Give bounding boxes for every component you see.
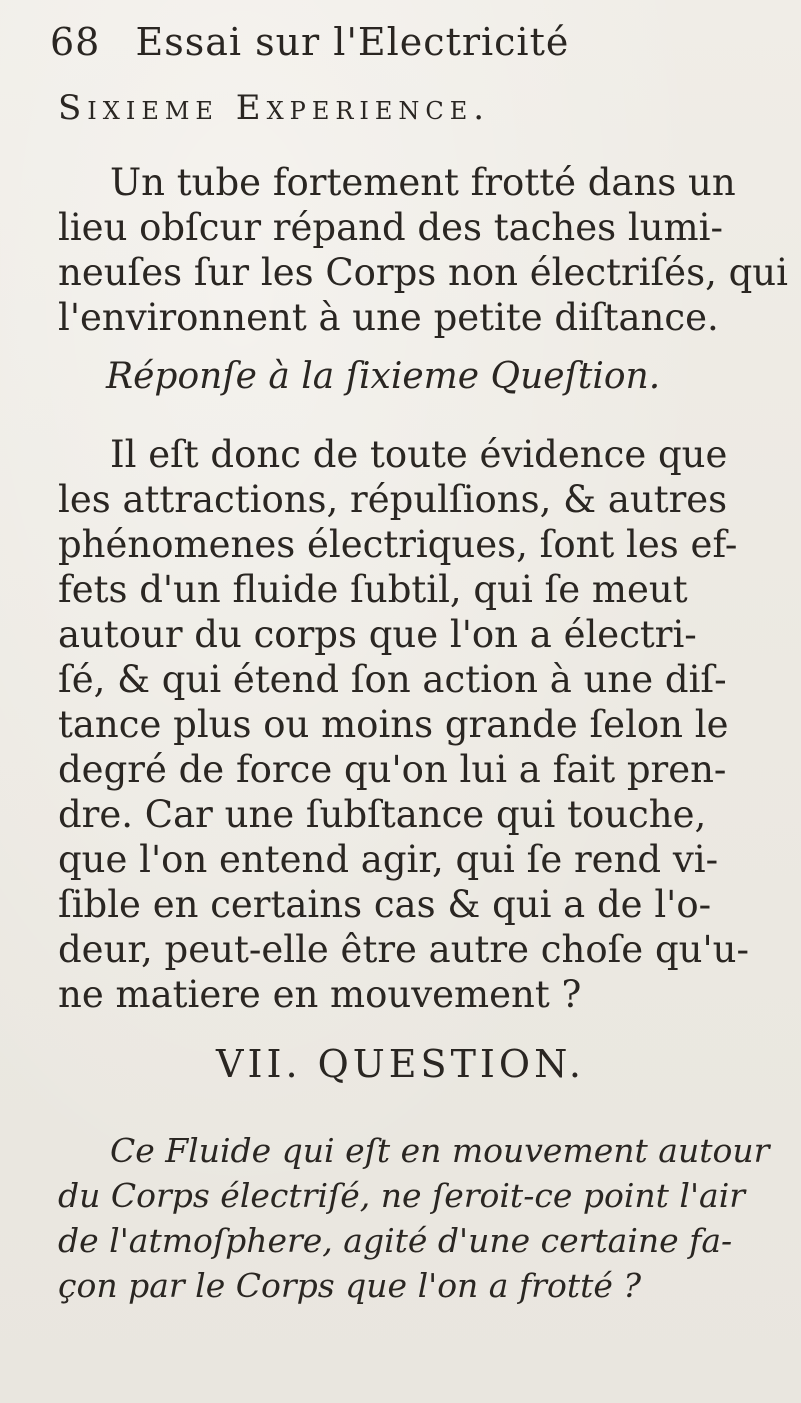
text-line: degré de force qu'on lui a fait pren- <box>58 748 727 791</box>
text-line: neuſes ſur les Corps non électriſés, qui <box>58 251 788 294</box>
question-heading: VII. QUESTION. <box>216 1042 585 1086</box>
text-line: dre. Car une ſubſtance qui touche, <box>58 793 707 836</box>
section-title: Sixieme Experience. <box>58 88 491 128</box>
question-paragraph <box>58 1128 770 1308</box>
text-line: l'environnent à une petite diſtance. <box>58 296 719 339</box>
text-line: lieu obſcur répand des taches lumi- <box>58 206 723 249</box>
running-title: Essai sur l'Electricité <box>135 20 570 64</box>
text-line: du Corps électriſé, ne ſeroit-ce point l'air <box>58 1176 746 1215</box>
text-line: Ce Fluide qui eſt en mouvement autour <box>110 1131 770 1170</box>
text-line: deur, peut-elle être autre choſe qu'u- <box>58 928 749 971</box>
text-line: ſible en certains cas & qui a de l'o- <box>58 883 712 926</box>
text-line: les attractions, répulſions, & autres <box>58 478 728 521</box>
text-line: phénomenes électriques, ſont les ef- <box>58 523 738 566</box>
text-line: Un tube fortement frotté dans un <box>110 161 736 204</box>
text-line: autour du corps que l'on a électri- <box>58 613 697 656</box>
page-number: 68 <box>50 20 101 64</box>
text-line: de l'atmoſphere, agité d'une certaine fa- <box>58 1221 733 1260</box>
text-line: ſé, & qui étend ſon action à une diſ- <box>58 658 727 701</box>
reponse-heading: Réponſe à la ſixieme Queſtion. <box>106 356 661 397</box>
experience-paragraph <box>58 160 788 340</box>
text-line: çon par le Corps que l'on a frotté ? <box>58 1266 642 1305</box>
text-line: que l'on entend agir, qui ſe rend vi- <box>58 838 719 881</box>
text-line: Il eſt donc de toute évidence que <box>110 433 728 476</box>
answer-paragraph <box>58 432 748 1017</box>
text-line: fets d'un fluide ſubtil, qui ſe meut <box>58 568 688 611</box>
text-line: ne matiere en mouvement ? <box>58 973 582 1016</box>
text-line: tance plus ou moins grande ſelon le <box>58 703 729 746</box>
running-header <box>50 20 750 64</box>
